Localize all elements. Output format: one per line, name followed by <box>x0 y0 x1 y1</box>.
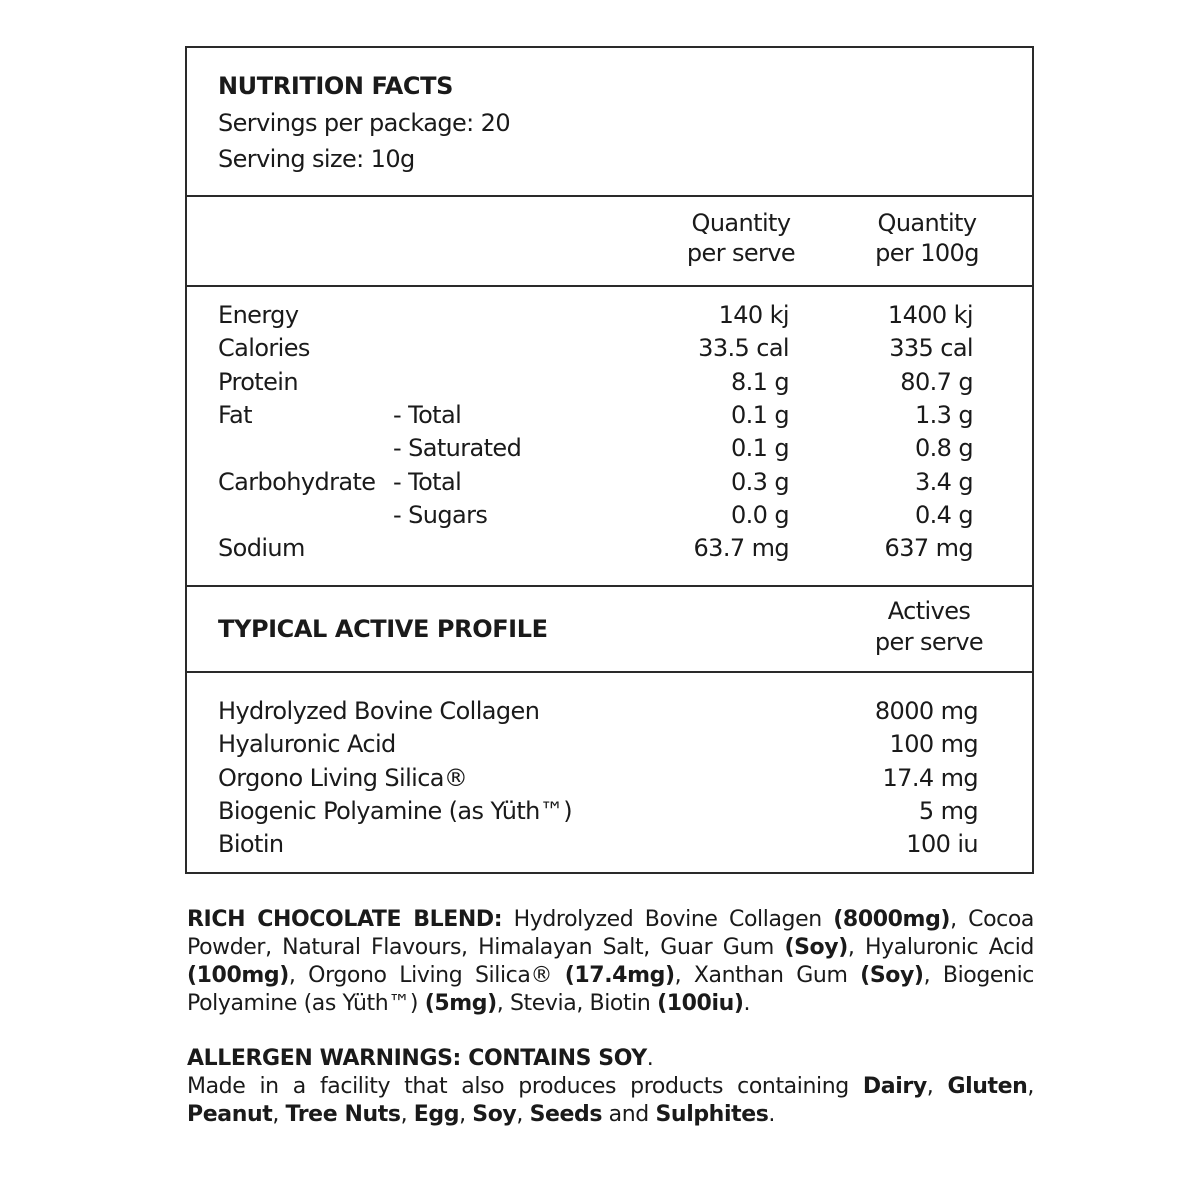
blend-heading: RICH CHOCOLATE BLEND: <box>187 907 503 932</box>
blend-emphasis: (17.4mg) <box>564 963 675 988</box>
nutrient-sub: - Saturated <box>393 434 522 462</box>
blend-emphasis: (Soy) <box>860 963 924 988</box>
nutrient-per-serve: 0.1 g <box>730 434 789 462</box>
nutrient-per-serve: 33.5 cal <box>698 334 789 362</box>
blend-emphasis: (100iu) <box>657 991 744 1016</box>
nutrient-per-100g: 335 cal <box>889 334 973 362</box>
blend-emphasis: (5mg) <box>424 991 497 1016</box>
divider <box>187 195 1032 197</box>
allergen-sep: , <box>1027 1074 1035 1099</box>
allergen-heading-end: . <box>646 1046 654 1071</box>
allergen-item: Soy <box>472 1102 517 1127</box>
blend-text: , Xanthan Gum <box>674 963 861 988</box>
blend-emphasis: (100mg) <box>187 963 289 988</box>
nutrient-sub: - Sugars <box>393 501 488 529</box>
nutrient-per-serve: 0.0 g <box>730 501 789 529</box>
allergen-item: Tree Nuts <box>285 1102 401 1127</box>
active-value: 8000 mg <box>874 697 978 725</box>
nutrient-per-serve: 63.7 mg <box>693 534 789 562</box>
blend-text: . <box>743 991 751 1016</box>
nutrient-name: Carbohydrate <box>218 468 376 496</box>
nutrient-sub: - Total <box>393 401 462 429</box>
nutrient-per-100g: 0.8 g <box>914 434 973 462</box>
nutrient-name: Energy <box>218 301 299 329</box>
active-name: Hydrolyzed Bovine Collagen <box>218 697 540 725</box>
allergen-item: Gluten <box>947 1074 1028 1099</box>
allergen-paragraph <box>187 1045 1034 1129</box>
active-value: 100 iu <box>906 830 978 858</box>
nutrient-name: Protein <box>218 368 298 396</box>
blend-text: Hydrolyzed Bovine Collagen <box>502 907 834 932</box>
nutrient-per-serve: 0.3 g <box>730 468 789 496</box>
nutrient-per-100g: 637 mg <box>884 534 973 562</box>
allergen-intro: Made in a facility that also produces products containing <box>187 1074 863 1099</box>
serving-size: Serving size: 10g <box>218 145 415 173</box>
col-header-per-serve-line1: Quantity <box>691 209 791 237</box>
blend-text: , Stevia, Biotin <box>496 991 658 1016</box>
active-name: Orgono Living Silica® <box>218 764 468 792</box>
col-header-per-100g-line2: per 100g <box>875 239 979 267</box>
blend-text: , Orgono Living Silica® <box>288 963 565 988</box>
divider <box>187 671 1032 673</box>
active-profile-title: TYPICAL ACTIVE PROFILE <box>218 615 548 643</box>
allergen-sep: , <box>272 1102 286 1127</box>
nutrient-per-100g: 0.4 g <box>914 501 973 529</box>
nutrient-sub: - Total <box>393 468 462 496</box>
allergen-end: . <box>768 1102 776 1127</box>
active-name: Biogenic Polyamine (as Yüth™) <box>218 797 572 825</box>
active-value: 5 mg <box>918 797 978 825</box>
allergen-item: Egg <box>413 1102 460 1127</box>
nutrition-title: NUTRITION FACTS <box>218 72 453 100</box>
allergen-sep: , <box>400 1102 414 1127</box>
blend-paragraph <box>187 906 1034 1018</box>
allergen-sep: , <box>926 1074 948 1099</box>
col-header-actives-line1: Actives <box>887 597 971 625</box>
nutrient-per-serve: 0.1 g <box>730 401 789 429</box>
nutrient-per-serve: 8.1 g <box>730 368 789 396</box>
active-name: Biotin <box>218 830 284 858</box>
nutrient-per-100g: 80.7 g <box>900 368 973 396</box>
col-header-per-serve-line2: per serve <box>686 239 796 267</box>
nutrient-per-100g: 3.4 g <box>914 468 973 496</box>
blend-emphasis: (8000mg) <box>833 907 951 932</box>
nutrient-name: Sodium <box>218 534 305 562</box>
col-header-per-100g-line1: Quantity <box>877 209 977 237</box>
divider <box>187 285 1032 287</box>
nutrient-name: Calories <box>218 334 310 362</box>
servings-per-package: Servings per package: 20 <box>218 109 510 137</box>
blend-text: , Cocoa Powder, Natural Flavours, Himalayan Salt, Guar Gum <box>187 907 1034 960</box>
blend-text: , Biogenic Polyamine (as Yüth™) <box>187 963 1034 1016</box>
allergen-sep: , <box>516 1102 530 1127</box>
allergen-item: Seeds <box>529 1102 603 1127</box>
allergen-item: Sulphites <box>655 1102 769 1127</box>
allergen-and: and <box>602 1102 656 1127</box>
allergen-item: Peanut <box>187 1102 273 1127</box>
nutrient-name: Fat <box>218 401 252 429</box>
active-value: 17.4 mg <box>882 764 978 792</box>
active-value: 100 mg <box>889 730 978 758</box>
divider <box>187 585 1032 587</box>
allergen-item: Dairy <box>862 1074 927 1099</box>
nutrition-panel <box>185 46 1034 874</box>
nutrient-per-100g: 1.3 g <box>914 401 973 429</box>
blend-emphasis: (Soy) <box>784 935 848 960</box>
nutrient-per-100g: 1400 kj <box>887 301 973 329</box>
active-name: Hyaluronic Acid <box>218 730 396 758</box>
blend-text: , Hyaluronic Acid <box>847 935 1034 960</box>
col-header-actives-line2: per serve <box>874 628 984 656</box>
allergen-heading: ALLERGEN WARNINGS: CONTAINS SOY <box>187 1046 647 1071</box>
allergen-sep: , <box>459 1102 473 1127</box>
nutrient-per-serve: 140 kj <box>718 301 789 329</box>
